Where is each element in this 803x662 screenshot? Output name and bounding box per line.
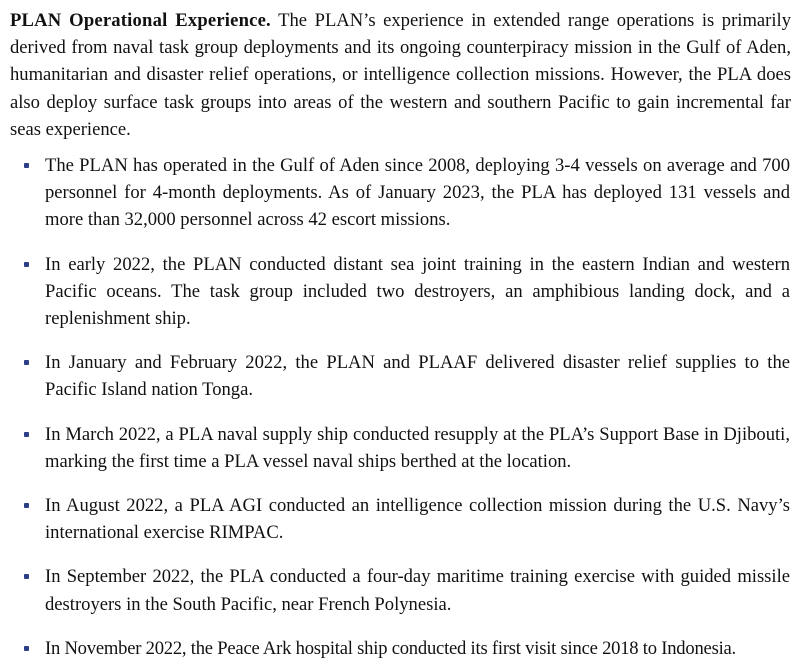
bullet-point-icon xyxy=(24,262,29,267)
list-item xyxy=(0,251,803,333)
list-item-text: In September 2022, the PLA conducted a four-day maritime training exercise with guided missile destroyers in the South Pacific, near French Polynesia. xyxy=(45,566,790,615)
list-item xyxy=(0,492,803,546)
bullet-point-icon xyxy=(24,163,29,168)
intro-paragraph-body: The PLAN’s experience in extended range operations is primarily derived from naval task group deployments and its ongoing counterpiracy mission in the Gulf of Aden, humanitarian and disaster relief operations, or intelligence collection missions. However, the PLA does also deploy surface task groups into areas of the western and southern Pacific to gain incremental far seas experience. xyxy=(10,10,791,140)
list-item xyxy=(0,349,803,403)
list-item xyxy=(0,563,803,617)
intro-paragraph xyxy=(10,7,791,143)
list-item xyxy=(0,152,803,234)
section-heading-lead-in: PLAN Operational Experience. xyxy=(10,10,271,31)
list-item-text: In January and February 2022, the PLAN and PLAAF delivered disaster relief supplies to the Pacific Island nation Tonga. xyxy=(45,352,790,401)
operational-experience-bullet-list xyxy=(0,152,803,662)
bullet-point-icon xyxy=(24,503,29,508)
list-item-text: In August 2022, a PLA AGI conducted an intelligence collection mission during the U.S. Navy’s international exercise RIMPAC. xyxy=(45,495,790,544)
bullet-point-icon xyxy=(24,432,29,437)
bullet-point-icon xyxy=(24,360,29,365)
list-item-text: In early 2022, the PLAN conducted distant sea joint training in the eastern Indian and western Pacific oceans. The task group included two destroyers, an amphibious landing dock, and a replenishment ship. xyxy=(45,253,790,330)
list-item xyxy=(0,421,803,475)
list-item-text: The PLAN has operated in the Gulf of Aden since 2008, deploying 3-4 vessels on average and 700 personnel for 4-month deployments. As of January 2023, the PLA has deployed 131 vessels and more than 32,000 personnel across 42 escort missions. xyxy=(45,155,790,231)
list-item-text: In March 2022, a PLA naval supply ship conducted resupply at the PLA’s Support Base in Djibouti, marking the first time a PLA vessel naval ships berthed at the location. xyxy=(45,423,790,472)
list-item-text: In November 2022, the Peace Ark hospital ship conducted its first visit since 2018 to Indonesia. xyxy=(45,637,736,659)
bullet-point-icon xyxy=(24,574,29,579)
bullet-point-icon xyxy=(24,646,29,651)
